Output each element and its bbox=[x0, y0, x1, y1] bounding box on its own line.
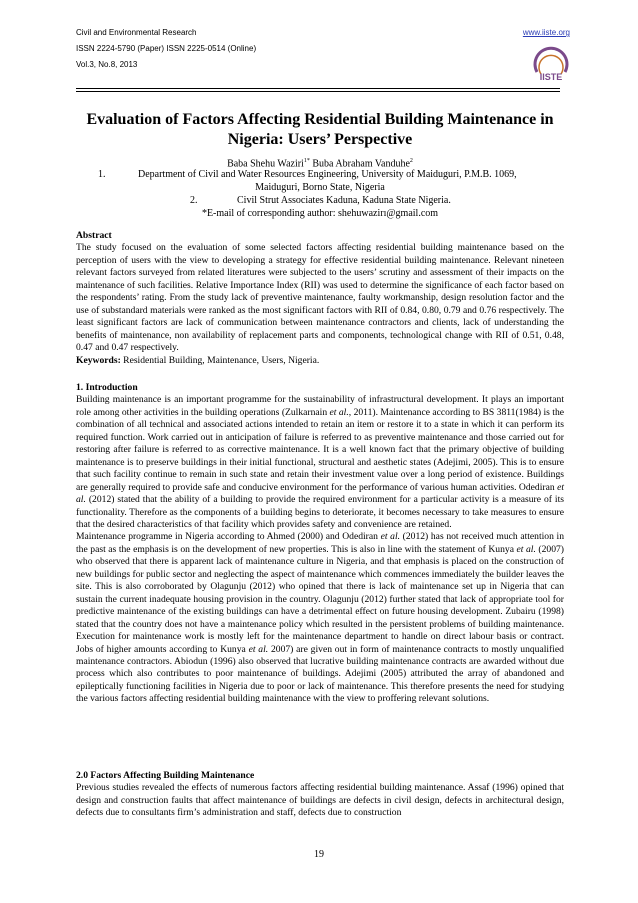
introduction-paragraph-2: Maintenance programme in Nigeria according to Ahmed (2000) and Odediran et al. (2012) has not received much attention in the past as the emphasis is on the development of new properties. This is also in line with the statement of Kunya et al. (2007) who observed that there is apparent lack of maintenance culture in Nigeria, and that emphasis is placed on the construction of new buildings for public sector and neglecting the aspect of maintenance which commences immediately the builder leaves the site. This is also corroborated by Olagunju (2012) who opined that there is lack of maintenance set up in Nigeria that can sustain the current inadequate housing provision in the country. Olagunju (2012) further stated that lack of appropriate tool for predictive maintenance of the existing buildings can have a detrimental effect on future housing development. Zubairu (1998) stated that the country does not have a maintenance policy which resulted in the persistent problems of building maintenance. Execution for maintenance work is mostly left for the maintenance department to handle on direct labour basis or contract. Jobs of higher amounts according to Kunya et al. 2007) are given out in form of maintenance contracts to mostly unqualified maintenance contractors. Abiodun (1996) also observed that lucrative building maintenance contracts are awarded without due process which also contributes to poor maintenance of buildings. Adejimi (2005) attributed the array of abandoned and epileptically functioning facilities in Nigeria due to poor or lack of maintenance. This therefore presents the need for studying the various factors affecting residential building maintenance with the view to proffering relevant solutions. bbox=[76, 531, 564, 705]
affiliation-1-line1: Department of Civil and Water Resources Engineering, University of Maiduguri, P.M.B. 1069, bbox=[138, 169, 517, 180]
volume-line: Vol.3, No.8, 2013 bbox=[76, 60, 138, 69]
issn-line: ISSN 2224-5790 (Paper) ISSN 2225-0514 (Online) bbox=[76, 44, 257, 53]
introduction-heading: 1. Introduction bbox=[76, 382, 138, 393]
introduction-section bbox=[76, 382, 564, 706]
abstract-heading: Abstract bbox=[76, 230, 112, 241]
affiliation-2: Civil Strut Associates Kaduna, Kaduna State Nigeria. bbox=[237, 195, 451, 206]
affiliation-1-line2: Maiduguri, Borno State, Nigeria bbox=[255, 182, 385, 193]
author-2-sup: 2 bbox=[409, 158, 413, 164]
affiliation-2-number: 2. bbox=[190, 195, 198, 206]
header-rule-bottom bbox=[76, 91, 560, 92]
keywords: Residential Building, Maintenance, Users, Nigeria. bbox=[120, 354, 320, 366]
section-2 bbox=[76, 770, 564, 820]
journal-url-link[interactable]: www.iiste.org bbox=[522, 28, 570, 37]
paper-title: Evaluation of Factors Affecting Residential Building Maintenance in Nigeria: Users’ Perspective bbox=[86, 111, 554, 148]
section-2-text: Previous studies revealed the effects of numerous factors affecting residential building maintenance. Assaf (1996) opined that design and construction faults that affect maintenance of buildings are defects in civil design, defects in architectural design, defects due to consultants firm’s administration and staff, defects due to construction bbox=[76, 782, 564, 819]
author-1: Baba Shehu Waziri bbox=[227, 158, 304, 170]
journal-name: Civil and Environmental Research bbox=[76, 28, 197, 37]
author-2: Buba Abraham Vanduhe bbox=[309, 158, 410, 170]
affiliation-1-number: 1. bbox=[98, 169, 106, 180]
section-2-heading: 2.0 Factors Affecting Building Maintenance bbox=[76, 770, 255, 781]
logo-text: IISTE bbox=[539, 72, 563, 82]
author-1-sup: 1* bbox=[303, 158, 310, 164]
header-rule-top bbox=[76, 88, 560, 89]
iiste-logo bbox=[529, 42, 573, 86]
corresponding-email: *E-mail of corresponding author: shehuwazirı@gmail.com bbox=[201, 208, 439, 219]
abstract-section bbox=[76, 230, 564, 367]
abstract-text: The study focused on the evaluation of some selected factors affecting residential building maintenance based on the perception of users with the view to developing a strategy for effective residential building maintenance. Relevant nineteen relevant factors surveyed from related literatures were subjected to the users’ scrutiny and assessment of their impacts on the maintenance of such facilities. Relative Importance Index (RII) was used to determine the significance of each factor based on the respondents’ rating. From the study lack of preventive maintenance, faulty workmanship, design resolution factor and the use of substandard materials were ranked as the most significant factors with RII of 0.84, 0.80, 0.79 and 0.76 respectively. The least significant factors are lack of communication between maintenance contractors and clients, lack of understanding the benefits of maintenance, non availability of replacement parts and components, technological change with RII of 0.51, 0.48, 0.47 and 0.47 respectively. bbox=[76, 242, 564, 354]
page-number: 19 bbox=[314, 849, 324, 860]
introduction-paragraph-1: Building maintenance is an important programme for the sustainability of infrastructural development. It plays an important role among other activities in the building operations (Zulkarnain et al., 2011). Maintenance according to BS 3811(1984) is the combination of all technical and associated actions intended to retain an item or restore it to a state in which it can perform its required function. Work carried out in anticipation of failure is referred to as preventive maintenance and those carried out for restoring after failure is referred to as corrective maintenance. It is a well known fact that the primary objective of building maintenance is to preserve buildings in their initial functional, structural and aesthetic states (Adejimi, 2005). This is to ensure that such facility continue to remain in such state and retain their investment value over a long period of existence. Buildings are generally required to provide safe and conducive environment for the performance of various human activities. Odediran et al. (2012) stated that the ability of a building to provide the required environment for a particular activity is a measure of its functionality. Therefore as the components of a building begins to deteriorate, it becomes necessary to take measures to ensure that the desired characteristics of that facility which provides safety and convenience are retained. bbox=[76, 394, 565, 530]
keywords-label: Keywords: bbox=[76, 354, 121, 366]
